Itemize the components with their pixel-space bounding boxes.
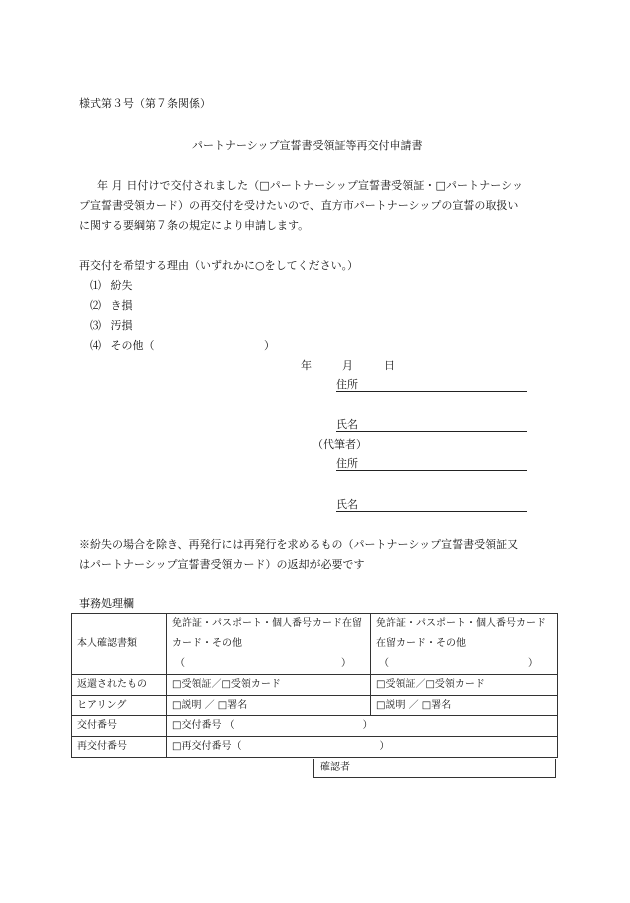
- table-row: [72, 696, 558, 716]
- id-docs-left-line1: 免許証・パスポート・個人番号カード在留: [172, 618, 362, 629]
- issue-number-cell[interactable]: [167, 716, 558, 737]
- returned-right[interactable]: □受領証／□受領カード: [371, 675, 558, 696]
- checker-box[interactable]: [313, 759, 556, 778]
- proxy-address-label: 住所: [336, 457, 358, 470]
- name-label: 氏名: [336, 418, 358, 431]
- page-title: パートナーシップ宣誓書受領証等再交付申請書: [192, 139, 423, 152]
- id-docs-right-paren: [376, 654, 552, 674]
- id-docs-left-line2: カード・その他: [172, 638, 242, 649]
- issue-number-value: □交付番号 （: [172, 720, 235, 731]
- proxy-label: （代筆者）: [312, 438, 367, 451]
- note-line-2: はパートナーシップ宣誓書受領カード）の返却が必要です: [79, 558, 365, 571]
- office-table: [71, 613, 558, 758]
- reason-option-other: [90, 340, 155, 351]
- paren-close: ）: [528, 658, 538, 669]
- reason-other-close: ）: [264, 339, 275, 352]
- form-number: 様式第３号（第７条関係）: [79, 97, 211, 110]
- issue-number-close: ）: [362, 720, 373, 731]
- reason-option-damaged: [90, 300, 133, 311]
- reason-option-label: 紛失: [110, 279, 133, 292]
- address-line[interactable]: [336, 391, 527, 392]
- office-heading: 事務処理欄: [79, 597, 134, 610]
- reason-option-number: ⑵: [90, 299, 101, 312]
- date-year: 年: [301, 359, 312, 372]
- note-line-1: ※紛失の場合を除き、再発行には再発行を求めるもの（パートナーシップ宣誓書受領証又: [79, 538, 519, 551]
- table-row: [72, 716, 558, 737]
- id-docs-left-cell[interactable]: [167, 614, 371, 675]
- checker-label: 確認者: [320, 762, 350, 773]
- reason-option-label: 汚損: [110, 319, 133, 332]
- intro-line-1: 年 月 日付けで交付されました（□パートナーシップ宣誓書受領証・□パートナーシッ: [97, 179, 524, 192]
- id-docs-right-cell[interactable]: [371, 614, 558, 675]
- table-row: [72, 675, 558, 696]
- proxy-name-label: 氏名: [336, 498, 358, 511]
- reason-option-label: その他（: [110, 339, 155, 352]
- proxy-name-line[interactable]: [336, 511, 527, 512]
- name-line[interactable]: [336, 431, 527, 432]
- reason-option-number: ⑴: [90, 279, 101, 292]
- paren-open: （: [379, 658, 389, 669]
- hearing-left[interactable]: □説明 ／ □署名: [167, 696, 371, 716]
- reason-option-number: ⑶: [90, 319, 101, 332]
- paren-open: （: [175, 658, 185, 669]
- id-docs-label: 本人確認書類: [72, 614, 167, 675]
- table-row: [72, 614, 558, 675]
- paren-close: ）: [341, 658, 351, 669]
- reissue-number-label: 再交付番号: [72, 737, 167, 758]
- address-label: 住所: [336, 378, 358, 391]
- hearing-right[interactable]: □説明 ／ □署名: [371, 696, 558, 716]
- date-month: 月: [342, 359, 353, 372]
- reissue-number-cell[interactable]: [167, 737, 558, 758]
- id-docs-right-line2: 在留カード・その他: [376, 638, 466, 649]
- table-row: [72, 737, 558, 758]
- issue-number-label: 交付番号: [72, 716, 167, 737]
- returned-label: 返還されたもの: [72, 675, 167, 696]
- id-docs-left-paren: [172, 654, 365, 674]
- reissue-number-value: □再交付番号（: [172, 741, 242, 752]
- proxy-address-line[interactable]: [336, 470, 527, 471]
- hearing-label: ヒアリング: [72, 696, 167, 716]
- reason-option-soiled: [90, 320, 133, 331]
- intro-line-2: プ宣誓書受領カード）の再交付を受けたいので、直方市パートナーシップの宣誓の取扱い: [79, 199, 519, 212]
- reason-option-number: ⑷: [90, 339, 101, 352]
- id-docs-right-line1: 免許証・パスポート・個人番号カード: [376, 618, 546, 629]
- reason-option-lost: [90, 280, 133, 291]
- intro-line-3: に関する要綱第７条の規定により申請します。: [79, 219, 310, 232]
- date-day: 日: [384, 359, 395, 372]
- reason-option-label: き損: [110, 299, 133, 312]
- returned-left[interactable]: □受領証／□受領カード: [167, 675, 371, 696]
- reason-heading: 再交付を希望する理由（いずれかに○をしてください。）: [79, 259, 359, 272]
- reissue-number-close: ）: [379, 741, 390, 752]
